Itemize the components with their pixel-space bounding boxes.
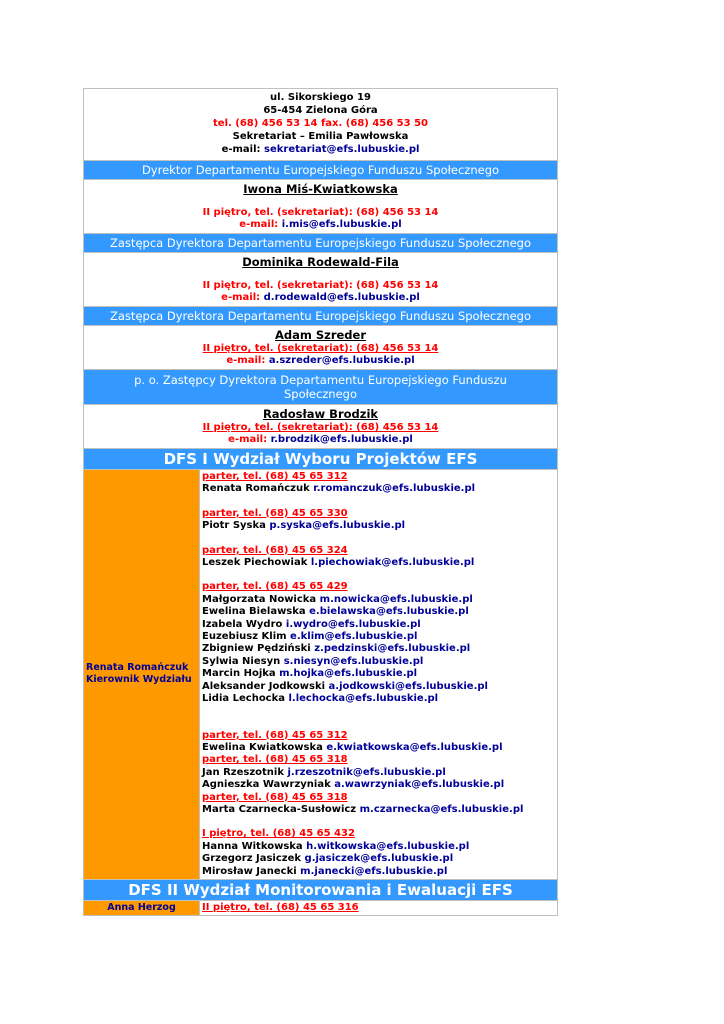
staff-email-link[interactable]: p.syska@efs.lubuskie.pl	[269, 520, 406, 532]
staff-row	[202, 841, 555, 853]
staff-row	[202, 520, 555, 532]
staff-phone: parter, tel. (68) 45 65 330	[202, 507, 348, 519]
staff-name: Leszek Piechowiak	[202, 557, 308, 569]
staff-phone: parter, tel. (68) 45 65 312	[202, 471, 348, 482]
staff-name: Agnieszka Wawrzyniak	[202, 779, 331, 791]
staff-row	[202, 643, 555, 655]
staff-email-link[interactable]: z.pedzinski@efs.lubuskie.pl	[314, 643, 471, 655]
staff-email-link[interactable]: a.wawrzyniak@efs.lubuskie.pl	[334, 779, 505, 791]
director-header: Dyrektor Departamentu Europejskiego Funduszu Społecznego	[84, 161, 558, 180]
staff-email-link[interactable]: m.hojka@efs.lubuskie.pl	[279, 668, 418, 680]
staff-row	[202, 693, 555, 705]
wydzial2-header: DFS II Wydział Monitorowania i Ewaluacji EFS	[84, 879, 558, 900]
address-block	[84, 89, 558, 161]
director-email-line	[86, 219, 555, 231]
director-email-link[interactable]: i.mis@efs.lubuskie.pl	[281, 219, 402, 230]
staff-name: Hanna Witkowska	[202, 840, 303, 852]
staff-name: Lidia Lechocka	[202, 693, 286, 705]
wydzial2-head-cell	[84, 900, 200, 915]
staff-name: Jan Rzeszotnik	[202, 766, 284, 778]
staff-row	[202, 853, 555, 865]
staff-name: Marcin Hojka	[202, 668, 276, 680]
director-name: Iwona Miś-Kwiatkowska	[243, 182, 398, 196]
staff-row	[202, 866, 555, 878]
deputy2-phone: II piętro, tel. (sekretariat): (68) 456 53 14	[202, 343, 439, 354]
staff-email-link[interactable]: m.nowicka@efs.lubuskie.pl	[319, 593, 473, 605]
wydzial2-head-name: Anna Herzog	[107, 902, 176, 914]
secretariat: Sekretariat – Emilia Pawłowska	[232, 131, 409, 142]
staff-email-link[interactable]: s.niesyn@efs.lubuskie.pl	[283, 655, 424, 667]
staff-email-link[interactable]: a.jodkowski@efs.lubuskie.pl	[328, 680, 488, 692]
staff-email-link[interactable]: i.wydro@efs.lubuskie.pl	[285, 618, 421, 630]
deputy1-email-line	[86, 292, 555, 304]
contact-document	[83, 88, 557, 916]
office-email-line	[86, 143, 555, 156]
deputy1-email-link[interactable]: d.rodewald@efs.lubuskie.pl	[263, 292, 420, 303]
staff-name: Sylwia Niesyn	[202, 655, 281, 667]
deputy2-email-link[interactable]: a.szreder@efs.lubuskie.pl	[268, 355, 415, 366]
staff-email-link[interactable]: j.rzeszotnik@efs.lubuskie.pl	[287, 766, 446, 778]
director-card	[84, 180, 558, 234]
deputy3-email-link[interactable]: r.brodzik@efs.lubuskie.pl	[270, 434, 413, 445]
staff-row	[202, 631, 555, 643]
email-label: e-mail:	[239, 219, 279, 230]
staff-name: Aleksander Jodkowski	[202, 680, 326, 692]
deputy1-header: Zastępca Dyrektora Departamentu Europejskiego Funduszu Społecznego	[84, 234, 558, 253]
wydzial1-head-cell	[84, 470, 200, 880]
email-label: e-mail:	[228, 434, 268, 445]
deputy1-card	[84, 253, 558, 307]
staff-phone: parter, tel. (68) 45 65 312	[202, 729, 348, 741]
staff-row	[202, 557, 555, 569]
staff-phone: I piętro, tel. (68) 45 65 432	[202, 828, 355, 840]
wydzial1-head-name: Renata Romańczuk	[86, 662, 189, 674]
director-phone: II piętro, tel. (sekretariat): (68) 456 53 14	[202, 207, 439, 218]
staff-phone: parter, tel. (68) 45 65 429	[202, 581, 348, 593]
staff-row	[202, 619, 555, 631]
staff-row	[202, 767, 555, 779]
staff-phone: parter, tel. (68) 45 65 318	[202, 754, 348, 766]
staff-row	[202, 742, 555, 754]
street: ul. Sikorskiego 19	[270, 92, 371, 103]
deputy3-phone: II piętro, tel. (sekretariat): (68) 456 53 14	[202, 422, 439, 433]
wydzial2-phone: II piętro, tel. (68) 45 65 316	[202, 901, 359, 913]
staff-name: Izabela Wydro	[202, 618, 283, 630]
staff-row	[202, 681, 555, 693]
staff-phone: parter, tel. (68) 45 65 318	[202, 791, 348, 803]
staff-row	[202, 483, 555, 495]
deputy2-header: Zastępca Dyrektora Departamentu Europejskiego Funduszu Społecznego	[84, 307, 558, 326]
staff-email-link[interactable]: e.kwiatkowska@efs.lubuskie.pl	[326, 741, 503, 753]
staff-name: Mirosław Janecki	[202, 865, 297, 877]
staff-email-link[interactable]: g.jasiczek@efs.lubuskie.pl	[304, 853, 454, 865]
wydzial1-header: DFS I Wydział Wyboru Projektów EFS	[84, 449, 558, 470]
staff-email-link[interactable]: h.witkowska@efs.lubuskie.pl	[306, 840, 470, 852]
staff-phone: parter, tel. (68) 45 65 324	[202, 544, 348, 556]
staff-row	[202, 656, 555, 668]
staff-name: Zbigniew Pędziński	[202, 643, 311, 655]
email-label: e-mail:	[221, 292, 261, 303]
deputy1-phone: II piętro, tel. (sekretariat): (68) 456 53 14	[202, 280, 439, 291]
deputy2-name: Adam Szreder	[274, 328, 367, 342]
staff-email-link[interactable]: r.romanczuk@efs.lubuskie.pl	[313, 483, 476, 495]
staff-name: Ewelina Bielawska	[202, 606, 306, 618]
staff-row	[202, 594, 555, 606]
email-label: e-mail:	[221, 144, 261, 155]
staff-name: Piotr Syska	[202, 520, 266, 532]
staff-email-link[interactable]: m.czarnecka@efs.lubuskie.pl	[359, 803, 524, 815]
staff-row	[202, 779, 555, 791]
staff-name: Marta Czarnecka-Susłowicz	[202, 803, 357, 815]
staff-name: Małgorzata Nowicka	[202, 593, 317, 605]
staff-email-link[interactable]: e.klim@efs.lubuskie.pl	[290, 631, 418, 643]
wydzial2-staff-list	[200, 900, 558, 915]
deputy2-card	[84, 326, 558, 370]
staff-name: Euzebiusz Klim	[202, 631, 287, 643]
staff-row	[202, 804, 555, 816]
staff-email-link[interactable]: m.janecki@efs.lubuskie.pl	[300, 865, 448, 877]
deputy2-email-line	[86, 355, 555, 367]
deputy3-email-line	[86, 434, 555, 446]
staff-email-link[interactable]: e.bielawska@efs.lubuskie.pl	[309, 606, 469, 618]
wydzial1-staff-list	[200, 470, 558, 880]
office-phones: tel. (68) 456 53 14 fax. (68) 456 53 50	[213, 118, 428, 129]
contact-table	[83, 88, 558, 916]
staff-row	[202, 606, 555, 618]
office-email-link[interactable]: sekretariat@efs.lubuskie.pl	[264, 144, 420, 155]
staff-email-link[interactable]: l.lechocka@efs.lubuskie.pl	[288, 693, 439, 705]
staff-name: Renata Romańczuk	[202, 483, 310, 495]
staff-name: Grzegorz Jasiczek	[202, 853, 302, 865]
email-label: e-mail:	[226, 355, 266, 366]
city: 65-454 Zielona Góra	[263, 105, 378, 116]
deputy1-name: Dominika Rodewald-Fila	[242, 255, 399, 269]
staff-row	[202, 668, 555, 680]
deputy3-card	[84, 405, 558, 449]
wydzial1-head-role: Kierownik Wydziału	[86, 674, 192, 686]
deputy3-header: p. o. Zastępcy Dyrektora Departamentu Europejskiego Funduszu Społecznego	[84, 370, 558, 405]
deputy3-name: Radosław Brodzik	[262, 407, 379, 421]
staff-email-link[interactable]: l.piechowiak@efs.lubuskie.pl	[310, 557, 475, 569]
staff-name: Ewelina Kwiatkowska	[202, 741, 323, 753]
